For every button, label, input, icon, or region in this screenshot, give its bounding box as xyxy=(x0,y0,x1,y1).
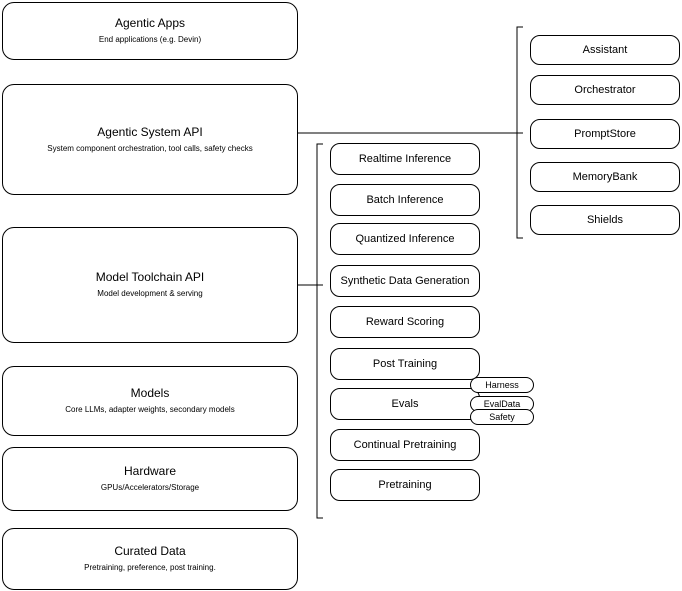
stack-node-subtitle: End applications (e.g. Devin) xyxy=(98,35,202,44)
component-shields[interactable]: Shields xyxy=(530,205,680,235)
stack-node-subtitle: GPUs/Accelerators/Storage xyxy=(100,483,200,492)
component-post-training[interactable]: Post Training xyxy=(330,348,480,380)
stack-node-subtitle: Pretraining, preference, post training. xyxy=(84,563,216,572)
component-pretraining[interactable]: Pretraining xyxy=(330,469,480,501)
component-evals[interactable]: Evals xyxy=(330,388,480,420)
stack-node-subtitle: Model development & serving xyxy=(97,289,203,298)
stack-node-agentic-system-api[interactable] xyxy=(2,84,298,195)
stack-node-title: Models xyxy=(130,386,170,400)
stack-node-curated-data[interactable] xyxy=(2,528,298,590)
stack-node-subtitle: System component orchestration, tool calls, safety checks xyxy=(47,143,253,153)
badge-harness[interactable]: Harness xyxy=(470,377,534,393)
stack-node-title: Agentic System API xyxy=(97,124,203,139)
stack-node-title: Agentic Apps xyxy=(114,16,186,30)
component-orchestrator[interactable]: Orchestrator xyxy=(530,75,680,105)
stack-node-hardware[interactable] xyxy=(2,447,298,511)
stack-node-models[interactable] xyxy=(2,366,298,436)
badge-evaldata[interactable]: EvalData xyxy=(470,396,534,412)
component-synthetic-data-generation[interactable]: Synthetic Data Generation xyxy=(330,265,480,297)
component-memorybank[interactable]: MemoryBank xyxy=(530,162,680,192)
component-quantized-inference[interactable]: Quantized Inference xyxy=(330,223,480,255)
stack-node-agentic-apps[interactable] xyxy=(2,2,298,60)
component-promptstore[interactable]: PromptStore xyxy=(530,119,680,149)
stack-node-title: Model Toolchain API xyxy=(95,270,205,284)
component-reward-scoring[interactable]: Reward Scoring xyxy=(330,306,480,338)
component-continual-pretraining[interactable]: Continual Pretraining xyxy=(330,429,480,461)
component-batch-inference[interactable]: Batch Inference xyxy=(330,184,480,216)
component-realtime-inference[interactable]: Realtime Inference xyxy=(330,143,480,175)
stack-node-title: Curated Data xyxy=(114,544,186,558)
stack-node-title: Hardware xyxy=(123,464,177,478)
component-assistant[interactable]: Assistant xyxy=(530,35,680,65)
stack-node-model-toolchain-api[interactable] xyxy=(2,227,298,343)
badge-safety[interactable]: Safety xyxy=(470,409,534,425)
stack-node-subtitle: Core LLMs, adapter weights, secondary models xyxy=(65,405,235,414)
